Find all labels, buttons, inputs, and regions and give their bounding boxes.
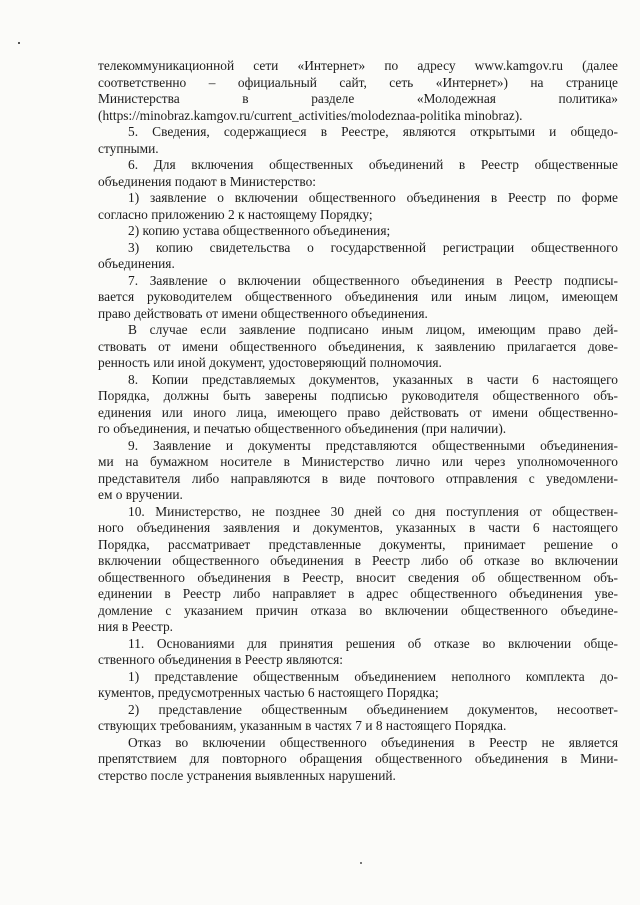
text-line: 11. Основаниями для принятия решения об отказе во включении обще- [128, 635, 618, 651]
text-line: ного объединения заявления и документов, указанных в части 6 настоящего [98, 520, 618, 535]
text-line: представителя либо направляются в виде почтового отправления с уведомлени- [98, 470, 618, 486]
text-line: телекоммуникационной сети «Интернет» по адресу www.kamgov.ru (далее [98, 58, 618, 73]
text-line: го объединения, и печатью общественного объединения (при наличии). [98, 421, 507, 436]
text-line: стерство после устранения выявленных нарушений. [98, 767, 396, 783]
scan-speck [18, 42, 20, 44]
text-line: 5. Сведения, содержащиеся в Реестре, являются открытыми и общедо- [128, 124, 618, 139]
text-line: ем о вручении. [98, 487, 183, 502]
text-line: 2) представление общественным объединением документов, несоответ- [128, 701, 618, 717]
text-line: 2) копию устава общественного объединения; [128, 223, 391, 238]
text-line: ствовать от имени общественного объединения, к заявлению прилагается дове- [98, 338, 618, 354]
document-body [98, 58, 618, 784]
text-line: ренность или иной документ, удостоверяющий полномочия. [98, 355, 442, 370]
text-line: единения или иного лица, имеющего право действовать от имени общественно- [98, 404, 618, 420]
text-line: единении в Реестр либо направляет в адрес общественного объединения уве- [98, 586, 618, 601]
text-line: 6. Для включения общественных объединений в Реестр общественные [128, 157, 618, 172]
text-line: ми на бумажном носителе в Министерство лично или через уполномоченного [98, 454, 618, 469]
text-line: Порядка, должны быть заверены подписью руководителя общественного объ- [98, 388, 618, 403]
text-line: согласно приложению 2 к настоящему Порядку; [98, 206, 373, 222]
text-line: 1) представление общественным объединением неполного комплекта до- [128, 668, 618, 684]
scan-speck [360, 862, 362, 864]
text-line: домление с указанием причин отказа во включении общественного объедине- [98, 602, 618, 618]
text-line: Министерства в разделе «Молодежная политика» [98, 91, 618, 106]
text-line: 3) копию свидетельства о государственной регистрации общественного [128, 239, 618, 255]
text-line: право действовать от имени общественного объединения. [98, 305, 428, 321]
text-line: ступными. [98, 140, 159, 156]
text-line: Отказ во включении общественного объединения в Реестр не является [128, 734, 618, 750]
text-line: 9. Заявление и документы представляются общественными объединения- [128, 437, 618, 453]
text-line: Порядка, рассматривает представленные документы, принимает решение о [98, 536, 618, 552]
text-line: соответственно – официальный сайт, сеть «Интернет») на странице [98, 74, 618, 90]
text-line: кументов, предусмотренных частью 6 настоящего Порядка; [98, 685, 439, 700]
text-line: объединения. [98, 256, 175, 271]
text-line: общественного объединения в Реестр, вносит сведения об общественном объ- [98, 569, 618, 585]
text-line: (https://minobraz.kamgov.ru/current_activities/molodeznaa-politika minobraz). [98, 107, 523, 123]
text-line: вается руководителем общественного объединения или иным лицом, имеющем [98, 289, 618, 304]
text-line: 1) заявление о включении общественного объединения в Реестр по форме [128, 190, 618, 205]
text-line: ствующих требованиям, указанным в частях 7 и 8 настоящего Порядка. [98, 718, 507, 733]
text-line: В случае если заявление подписано иным лицом, имеющим право дей- [128, 322, 618, 337]
text-line: 10. Министерство, не позднее 30 дней со дня поступления от обществен- [128, 503, 618, 519]
text-line: объединения подают в Министерство: [98, 173, 317, 189]
text-line: 7. Заявление о включении общественного объединения в Реестр подписы- [128, 272, 618, 288]
text-line: ственного объединения в Реестр являются: [98, 652, 343, 667]
text-line: ния в Реестр. [98, 619, 174, 634]
text-line: включении общественного объединения в Реестр либо об отказе во включении [98, 553, 618, 568]
text-line: препятствием для повторного обращения общественного объединения в Мини- [98, 751, 618, 766]
text-line: 8. Копии представляемых документов, указанных в части 6 настоящего [128, 371, 618, 387]
